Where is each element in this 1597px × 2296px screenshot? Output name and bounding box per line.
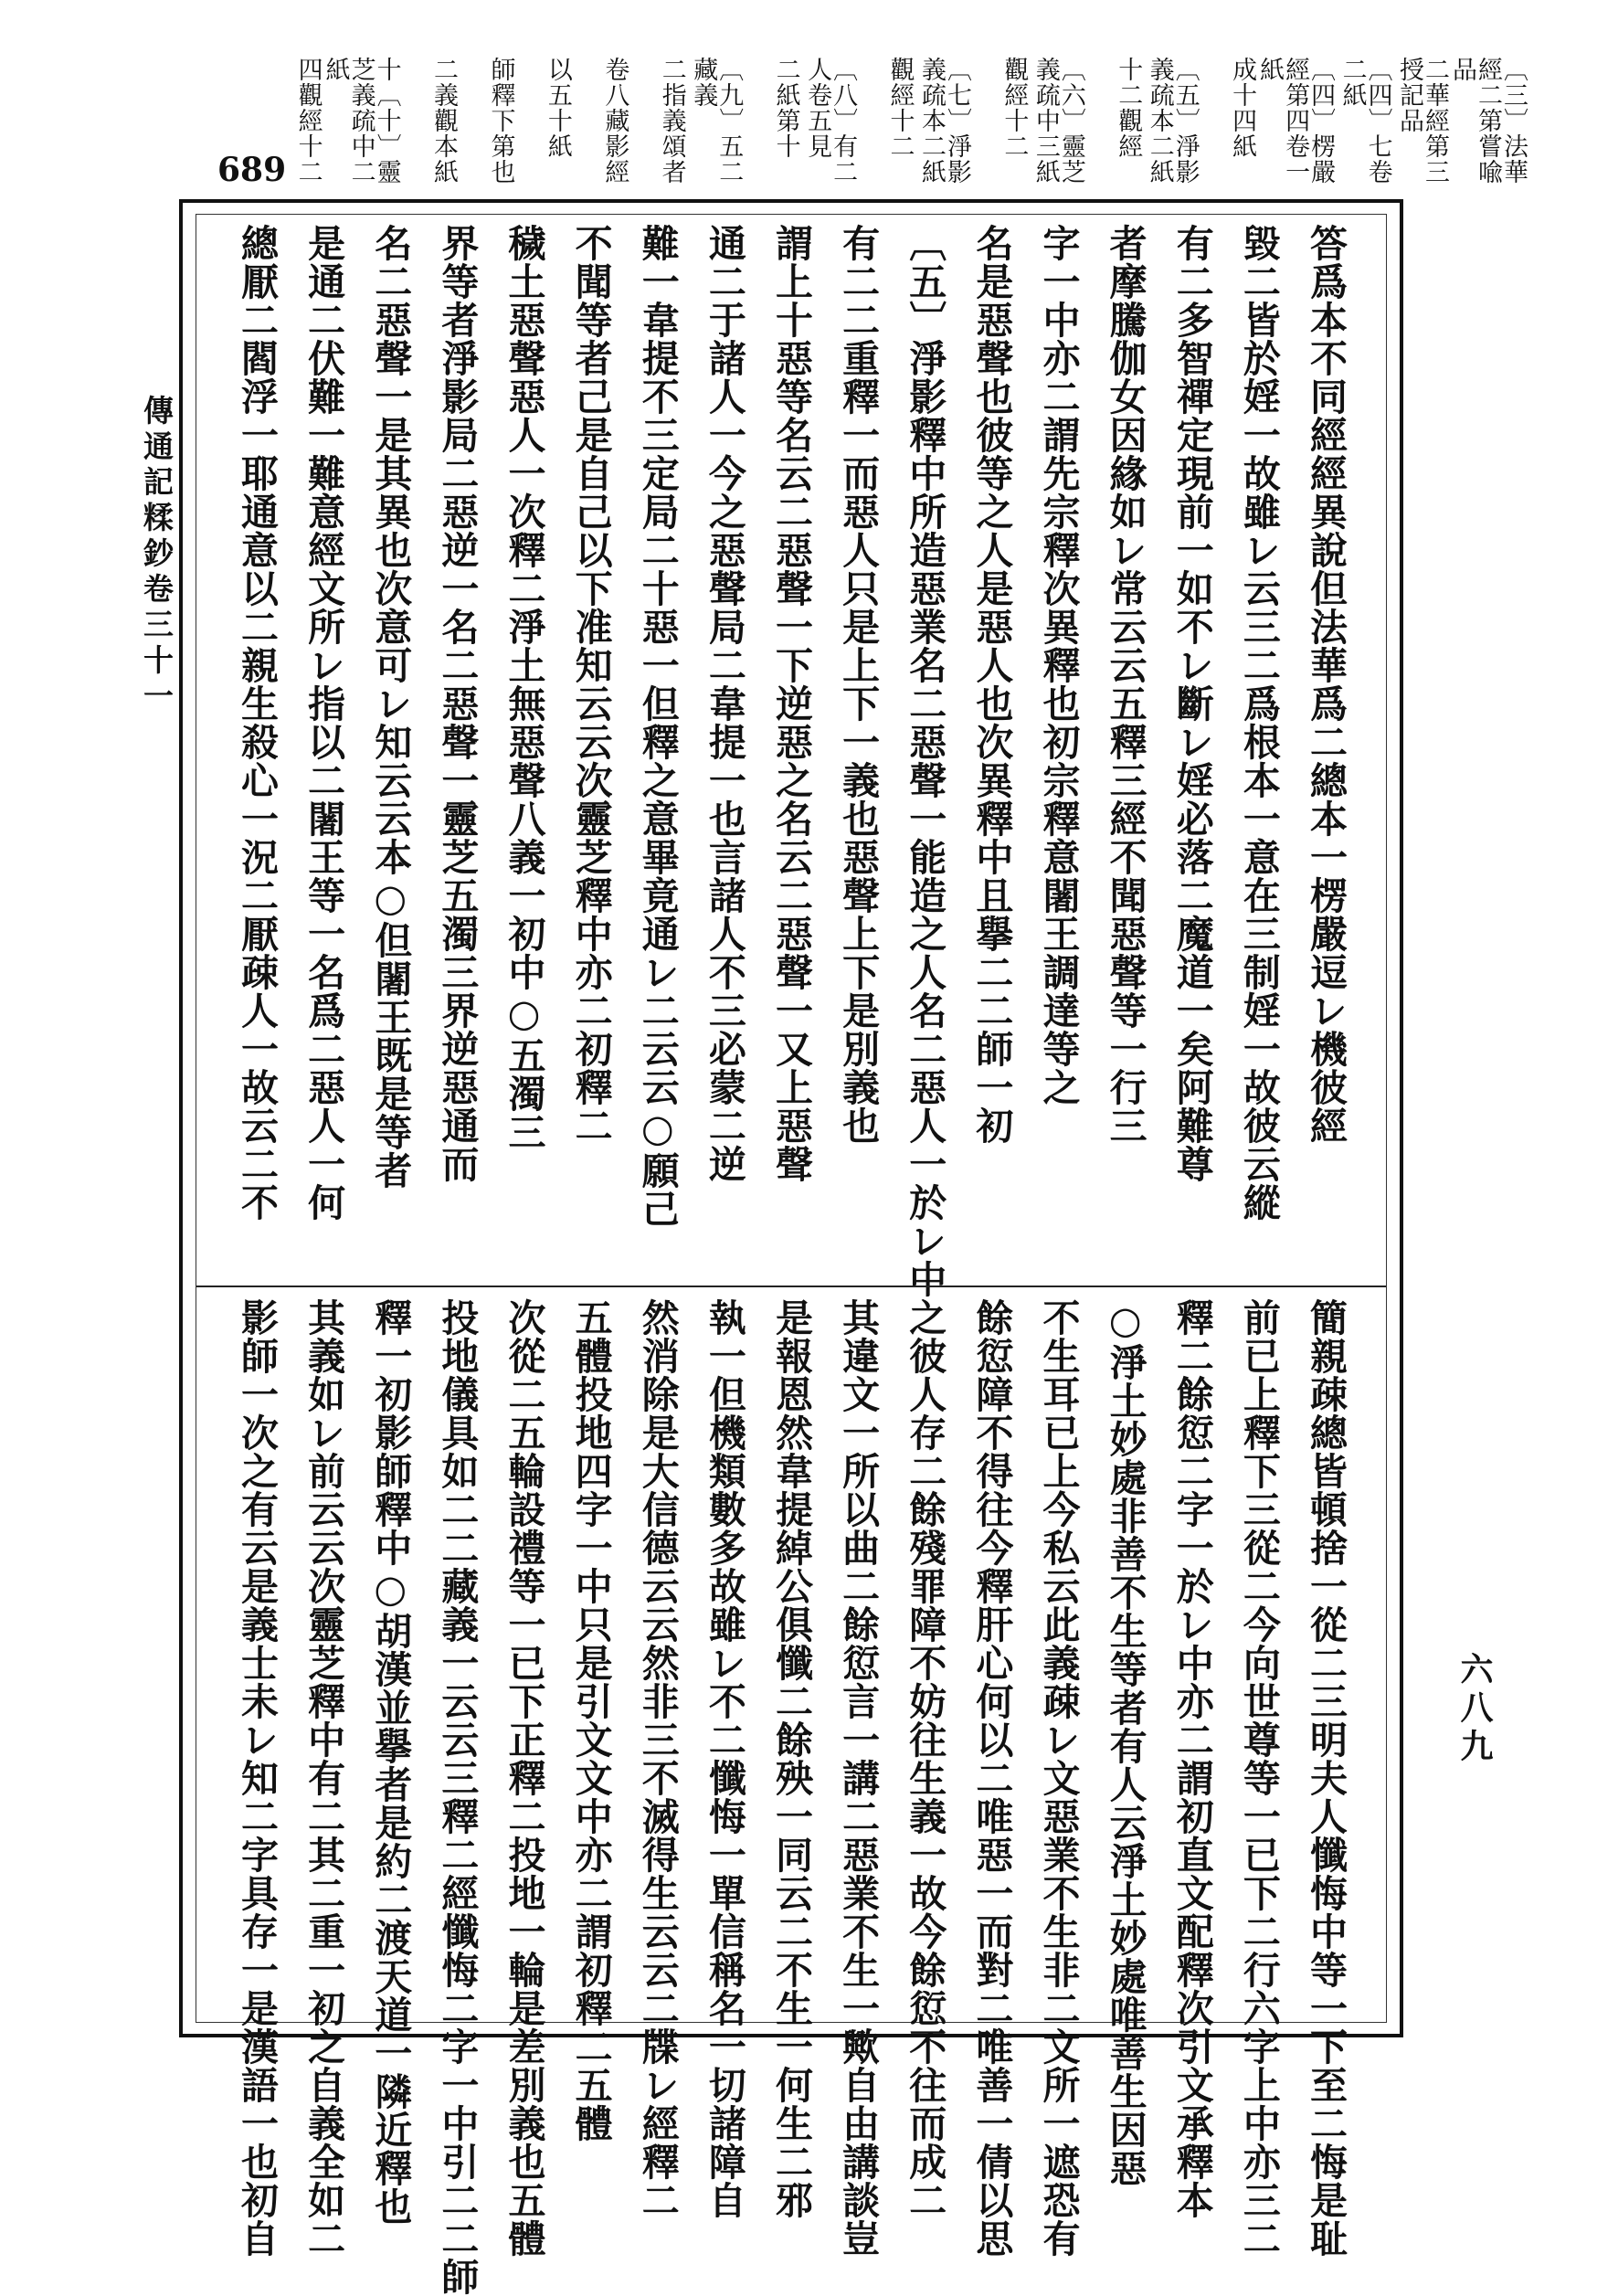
header-note-column: 以五十紙 — [543, 57, 572, 159]
header-note-column: 〔六〕靈芝義疏中三紙 — [1031, 57, 1085, 185]
text-column: 通二于諸人一今之惡聲局二韋提一也言諸人不三必蒙二逆 — [702, 224, 746, 1183]
text-column: 其義如レ前云云次靈芝釋中有二其二重一初之自義全如二 — [301, 1298, 346, 2258]
text-column: 其違文一所以曲二餘愆言一講二惡業不生一歟自由講談豈 — [836, 1298, 881, 2258]
header-note-column: 〔四〕楞嚴經第四卷一紙 — [1255, 57, 1336, 185]
text-column: 不聞等者己是自己以下准知云云次靈芝釋中亦二初釋二 — [568, 224, 613, 1145]
text-column: 影師一次之有云是義士未レ知二字具存一是漢語一也初自 — [235, 1298, 279, 2258]
text-column: 謂上十惡等名云二惡聲一下逆惡之名云二惡聲一又上惡聲 — [769, 224, 813, 1183]
text-column: 餘愆障不得往今釋肝心何以二唯惡一而對二唯善一倩以思 — [969, 1298, 1014, 2258]
text-column: 有二多智禪定現前一如不レ斷レ婬必落二魔道一矣阿難尊 — [1169, 224, 1214, 1183]
header-note-column: 成十四紙 — [1228, 57, 1257, 159]
header-note-column: 卷八藏影經 — [600, 57, 629, 185]
header-note-column: 〔五〕淨影義疏本二紙 — [1145, 57, 1200, 185]
header-note-column: 師釋下第也 — [486, 57, 515, 185]
text-column: 有二二重釋一而惡人只是上下一義也惡聲上下是別義也 — [836, 224, 881, 1145]
text-column: 名是惡聲也彼等之人是惡人也次異釋中且擧二二師一初 — [969, 224, 1014, 1145]
header-note-column: 〔八〕有二人卷五見 — [803, 57, 858, 185]
text-frame — [179, 199, 1403, 2296]
text-column: ○淨土妙處非善不生等者有人云淨土妙處唯善生因惡 — [1103, 1298, 1148, 2187]
text-column: 名二惡聲一是其異也次意可レ知云云本○但闍王既是等者 — [368, 224, 413, 1190]
header-note-column: 十二觀經 — [1114, 57, 1143, 159]
header-note-column: 觀經十二 — [999, 57, 1029, 159]
header-note-column: 二華經第三授記品 — [1395, 57, 1449, 185]
text-column: 釋一初影師釋中○胡漢並擧者是約二渡天道一隣近釋也 — [368, 1298, 413, 2226]
page-number: 689 — [217, 151, 287, 189]
header-note-column: 〔三〕法華經二第嘗喩品 — [1448, 57, 1528, 185]
header-note-column: 觀經十二 — [885, 57, 915, 159]
text-column: 投地儀具如二二藏義一云云三釋二經懺悔二字一中引二二師 — [435, 1298, 480, 2296]
section-divider — [196, 1286, 1386, 1287]
text-column: 簡親疎總皆頓捨一從二三明夫人懺悔中等一下至二悔是耻 — [1304, 1298, 1348, 2258]
text-column: 之彼人存二餘殘罪障不妨往生義一故今餘愆不往而成二 — [903, 1298, 947, 2219]
header-note-column: 十〔十〕靈芝義疏中二紙 — [321, 57, 401, 185]
header-note-column: 二義觀本紙 — [429, 57, 458, 185]
text-column: 者摩騰伽女因緣如レ常云云五釋三經不聞惡聲等一行三 — [1103, 224, 1148, 1145]
text-column: 〔五〕淨影釋中所造惡業名二惡聲一能造之人名二惡人一於レ中 — [903, 224, 947, 1298]
text-frame-inner — [196, 214, 1387, 2296]
text-column: 然消除是大信德云云然非三不滅得生云云二牒レ經釋二 — [635, 1298, 680, 2219]
header-note-column: 二指義頌者 — [657, 57, 686, 185]
text-column: 前已上釋下三從二今向世尊等一已下二行六字上中亦三二 — [1236, 1298, 1281, 2258]
text-column: 字一中亦二謂先宗釋次異釋也初宗釋意闍王調達等之 — [1036, 224, 1081, 1106]
page-number-kanji: 六八九 — [1455, 1652, 1494, 1767]
header-note-column: 〔四〕七卷二紙 — [1338, 57, 1392, 185]
header-note-column: 〔九〕五二藏義 — [689, 57, 744, 185]
text-column: 執一但機類數多故雖レ不二懺悔一單信稱名一切諸障自 — [702, 1298, 746, 2219]
text-column: 界等者淨影局二惡逆一名二惡聲一靈芝五濁三界逆惡通而 — [435, 224, 480, 1183]
lower-section — [196, 1298, 1386, 2296]
text-column: 是通二伏難一難意經文所レ指以二闍王等一名爲二惡人一何 — [301, 224, 346, 1222]
text-column: 不生耳已上今私云此義疎レ文惡業不生非二文所一遮恐有 — [1036, 1298, 1081, 2258]
header-note-column: 〔七〕淨影義疏本二紙 — [916, 57, 971, 185]
text-column: 難一韋提不三定局二十惡一但釋之意畢竟通レ二云云○願己 — [635, 224, 680, 1228]
text-column: 次從二五輪設禮等一已下正釋二投地一輪是差別義也五體 — [502, 1298, 546, 2258]
text-column: 總厭二閻浮一耶通意以二親生殺心一況二厭疎人一故云二不 — [235, 224, 279, 1222]
text-column: 五體投地四字一中只是引文文中亦二謂初釋二五體 — [568, 1298, 613, 2143]
upper-section — [196, 224, 1386, 1298]
header-note-column: 四觀經十二 — [293, 57, 323, 185]
header-notes — [265, 57, 1526, 194]
text-column: 釋二餘愆二字一於レ中亦二謂初直文配釋次引文承釋本 — [1169, 1298, 1214, 2219]
text-column: 答爲本不同經經異說但法華爲二總本一楞嚴逗レ機彼經 — [1304, 224, 1348, 1145]
text-column: 毀二皆於婬一故雖レ云三二爲根本一意在三制婬一故彼云縱 — [1236, 224, 1281, 1222]
running-title: 傳通記糅鈔卷三十一 — [139, 395, 175, 715]
text-column: 穢土惡聲惡人一次釋二淨土無惡聲八義一初中○五濁三 — [502, 224, 546, 1151]
text-column: 是報恩然韋提綽公俱懺二餘殃一同云二不生一何生二邪 — [769, 1298, 813, 2219]
header-note-column: 二紙第十 — [771, 57, 800, 159]
